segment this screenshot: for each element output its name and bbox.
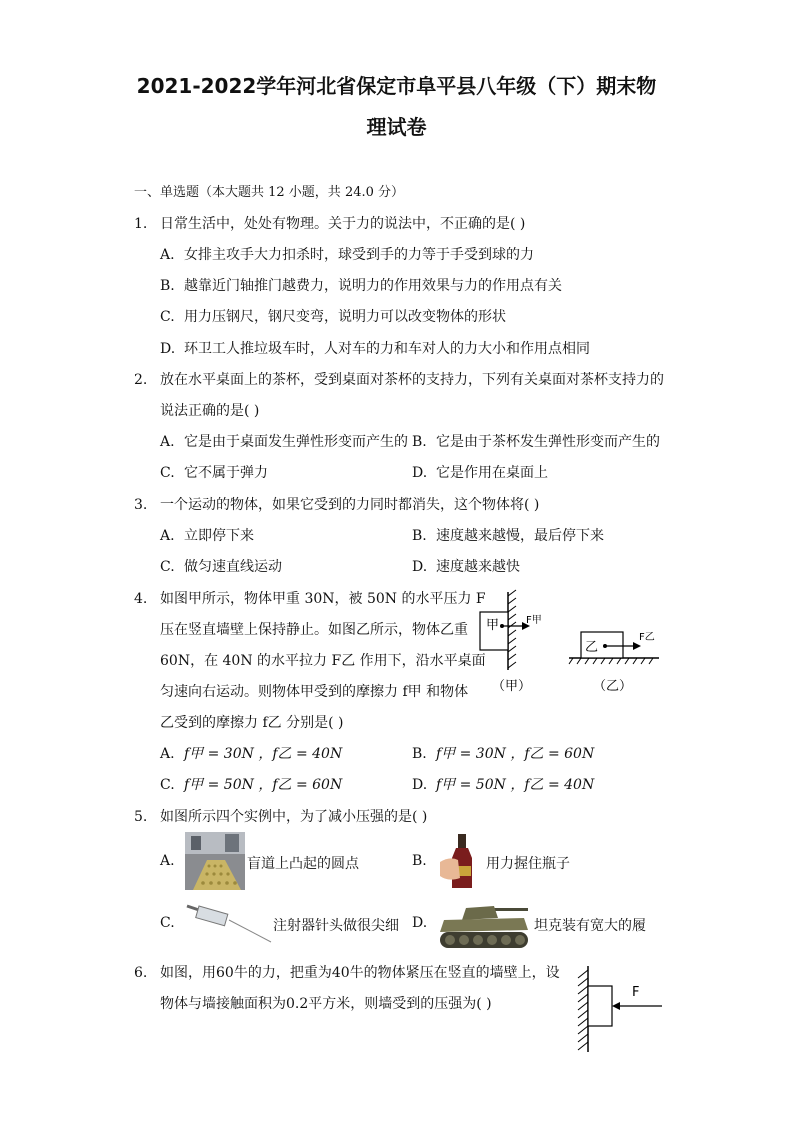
force-jia-label: F甲 xyxy=(526,615,542,626)
question-4-stem-line4: 匀速向右运动。则物体甲受到的摩擦力 f甲 和物体 xyxy=(160,684,469,700)
question-3-stem: 3. 一个运动的物体，如果它受到的力同时都消失，这个物体将( ) xyxy=(134,497,540,513)
q2-option-a[interactable]: A. 它是由于桌面发生弹性形变而产生的 xyxy=(160,434,408,450)
q5-option-d-label[interactable]: D. xyxy=(412,915,428,931)
q5-option-a-label[interactable]: A. xyxy=(160,853,175,869)
table-hatch xyxy=(569,658,653,664)
q2-option-d[interactable]: D. 它是作用在桌面上 xyxy=(412,465,548,481)
question-4-stem: 4. 如图甲所示，物体甲重 30N，被 50N 的水平压力 F xyxy=(134,591,486,607)
caption-yi: （乙） xyxy=(593,679,633,694)
force-label: F xyxy=(632,985,640,1000)
question-6-stem: 6. 如图，用60牛的力，把重为40牛的物体紧压在竖直的墙壁上，设 xyxy=(134,965,560,981)
q1-option-c[interactable]: C. 用力压钢尺，钢尺变弯，说明力可以改变物体的形状 xyxy=(160,309,506,325)
arrow-head xyxy=(633,642,641,650)
q2-option-b[interactable]: B. 它是由于茶杯发生弹性形变而产生的 xyxy=(412,434,660,450)
question-4-stem-line5: 乙受到的摩擦力 f乙 分别是( ) xyxy=(160,715,344,731)
q1-option-a[interactable]: A. 女排主攻手大力扣杀时，球受到手的力等于手受到球的力 xyxy=(160,247,534,263)
caption-jia: （甲） xyxy=(492,679,532,694)
syringe-image xyxy=(185,900,273,946)
q1-option-d[interactable]: D. 环卫工人推垃圾车时，人对车的力和车对人的力大小和作用点相同 xyxy=(160,341,590,357)
q5-option-b-label[interactable]: B. xyxy=(412,853,427,869)
question-5-stem: 5. 如图所示四个实例中，为了减小压强的是( ) xyxy=(134,809,428,825)
figure-q6 xyxy=(570,962,670,1056)
q5-option-b-text: 用力握住瓶子 xyxy=(486,856,570,872)
q5-option-a-text: 盲道上凸起的圆点 xyxy=(247,856,359,872)
q3-option-d[interactable]: D. 速度越来越快 xyxy=(412,559,520,575)
question-2-stem-cont: 说法正确的是( ) xyxy=(160,403,260,419)
q5-option-d-text: 坦克装有宽大的履 xyxy=(534,918,646,934)
exam-title-line1: 2021-2022学年河北省保定市阜平县八年级（下）期末物 xyxy=(136,74,657,98)
force-yi-label: F乙 xyxy=(639,632,655,643)
block-jia-label: 甲 xyxy=(486,618,500,633)
figure-yi xyxy=(565,620,665,700)
q4-option-c[interactable]: C. f甲 = 50N ，f乙 = 60N xyxy=(160,777,343,793)
q4-option-b[interactable]: B. f甲 = 30N ，f乙 = 60N xyxy=(412,746,595,762)
section-heading: 一、单选题（本大题共 12 小题，共 24.0 分） xyxy=(134,185,405,200)
q4-option-d[interactable]: D. f甲 = 50N ，f乙 = 40N xyxy=(412,777,595,793)
question-1-stem: 1. 日常生活中，处处有物理。关于力的说法中，不正确的是( ) xyxy=(134,216,526,232)
q4-option-a[interactable]: A. f甲 = 30N ，f乙 = 40N xyxy=(160,746,343,762)
q3-option-c[interactable]: C. 做匀速直线运动 xyxy=(160,559,282,575)
tactile-paving-image xyxy=(185,832,245,890)
q5-option-c-text: 注射器针头做很尖细 xyxy=(273,918,399,934)
exam-title-line2: 理试卷 xyxy=(366,115,427,139)
question-6-stem-line2: 物体与墙接触面积为0.2平方米，则墙受到的压强为( ) xyxy=(160,996,492,1012)
figure-jia xyxy=(470,588,560,698)
block-q6 xyxy=(588,986,612,1026)
q2-option-c[interactable]: C. 它不属于弹力 xyxy=(160,465,268,481)
q3-option-a[interactable]: A. 立即停下来 xyxy=(160,528,254,544)
q1-option-b[interactable]: B. 越靠近门轴推门越费力，说明力的作用效果与力的作用点有关 xyxy=(160,278,562,294)
question-2-stem: 2. 放在水平桌面上的茶杯，受到桌面对茶杯的支持力，下列有关桌面对茶杯支持力的 xyxy=(134,372,664,388)
wall-hatch xyxy=(508,590,516,668)
q5-option-c-label[interactable]: C. xyxy=(160,915,175,931)
tank-image xyxy=(436,896,534,952)
question-4-stem-line3: 60N，在 40N 的水平拉力 F乙 作用下，沿水平桌面 xyxy=(160,653,486,669)
arrow-head xyxy=(612,1002,620,1010)
bottle-grip-image xyxy=(436,832,484,890)
question-4-stem-line2: 压在竖直墙壁上保持静止。如图乙所示，物体乙重 xyxy=(160,622,468,638)
q3-option-b[interactable]: B. 速度越来越慢，最后停下来 xyxy=(412,528,604,544)
wall-hatch xyxy=(578,970,588,1050)
block-yi-label: 乙 xyxy=(585,640,599,655)
